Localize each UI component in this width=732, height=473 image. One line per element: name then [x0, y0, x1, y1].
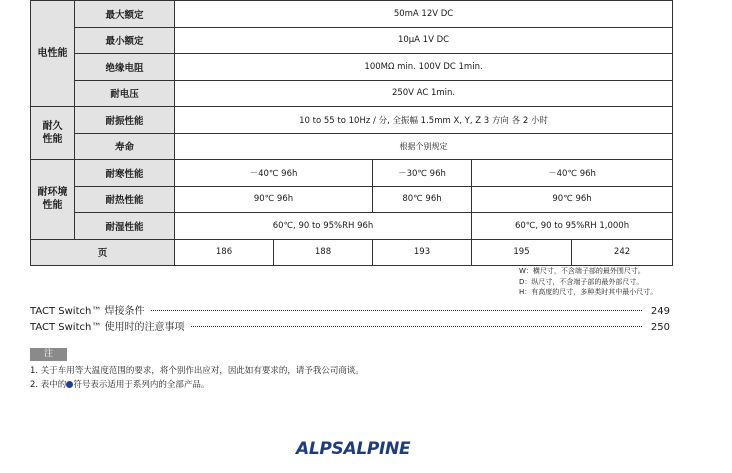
note-line-2-suffix: 符号表示适用于系列内的全部产品。: [73, 380, 210, 390]
note-line-2-prefix: 2. 表中的: [30, 380, 67, 390]
value-insulation: 100MΩ min. 100V DC 1min.: [175, 54, 673, 81]
reference-soldering[interactable]: [30, 302, 670, 317]
table-row: [31, 160, 673, 187]
category-environmental-line2: 性能: [42, 200, 63, 212]
legend-d: D：纵尺寸，不含端子部的最外部尺寸。: [519, 277, 644, 286]
category-environmental-line1: 耐环境: [37, 187, 68, 199]
item-insulation: 绝缘电阻: [75, 54, 175, 81]
item-heat: 耐热性能: [75, 186, 175, 213]
page-ref-186[interactable]: 186: [175, 239, 274, 266]
table-row: [31, 186, 673, 213]
table-row: [31, 1, 673, 28]
value-heat-3: 90℃ 96h: [472, 186, 673, 213]
legend-h: H：有高度的尺寸，多种类时其中最小尺寸。: [519, 288, 658, 296]
category-environmental: [31, 160, 75, 240]
item-max-rating: 最大额定: [75, 1, 175, 28]
page-ref-188[interactable]: 188: [274, 239, 373, 266]
table-row: [31, 239, 673, 266]
value-vibration: 10 to 55 to 10Hz / 分, 全振幅 1.5mm X, Y, Z 3 方向 各 2 小时: [175, 107, 673, 134]
leader-dots: [191, 326, 642, 327]
item-vibration: 耐振性能: [75, 107, 175, 134]
page-ref-242[interactable]: 242: [572, 239, 673, 266]
reference-label: TACT Switch™ 使用时的注意事项: [30, 322, 185, 333]
legend-w: W：横尺寸，不含端子部的最外围尺寸。: [519, 267, 645, 275]
category-electrical: 电性能: [31, 1, 75, 107]
note-tag: 注: [30, 348, 67, 361]
reference-page: 250: [650, 322, 670, 333]
dimension-legend: [519, 266, 657, 298]
value-life: 根据个别规定: [175, 133, 673, 160]
note-line-2: [30, 378, 209, 390]
category-durability-line2: 性能: [42, 134, 63, 145]
page-row-label: 页: [31, 239, 175, 266]
value-voltage-proof: 250V AC 1min.: [175, 80, 673, 107]
spec-table: [30, 0, 673, 266]
item-voltage-proof: 耐电压: [75, 80, 175, 107]
table-row: [31, 213, 673, 240]
reference-page: 249: [650, 306, 670, 317]
reference-label: TACT Switch™ 焊接条件: [30, 306, 145, 317]
value-max-rating: 50mA 12V DC: [175, 1, 673, 28]
item-humidity: 耐湿性能: [75, 213, 175, 240]
category-durability-line1: 耐久: [42, 121, 63, 132]
value-humidity-1: 60℃, 90 to 95%RH 96h: [175, 213, 472, 240]
table-row: [31, 80, 673, 107]
table-row: [31, 107, 673, 134]
item-min-rating: 最小额定: [75, 27, 175, 54]
item-cold: 耐寒性能: [75, 160, 175, 187]
alps-alpine-logo: ALPSALPINE: [296, 439, 411, 459]
item-life: 寿命: [75, 133, 175, 160]
leader-dots: [151, 310, 642, 311]
table-row: [31, 54, 673, 81]
page-ref-193[interactable]: 193: [373, 239, 472, 266]
value-min-rating: 10μA 1V DC: [175, 27, 673, 54]
table-row: [31, 27, 673, 54]
page-ref-195[interactable]: 195: [472, 239, 572, 266]
value-humidity-2: 60℃, 90 to 95%RH 1,000h: [472, 213, 673, 240]
value-cold-2: －30℃ 96h: [373, 160, 472, 187]
value-heat-1: 90℃ 96h: [175, 186, 373, 213]
table-row: [31, 133, 673, 160]
value-cold-3: －40℃ 96h: [472, 160, 673, 187]
category-durability: [31, 107, 75, 160]
value-heat-2: 80℃ 96h: [373, 186, 472, 213]
note-line-1: 1. 关于车用等大温度范围的要求，将个别作出应对，因此如有要求的，请予我公司商谈。: [30, 366, 364, 376]
reference-precautions[interactable]: [30, 318, 670, 333]
value-cold-1: －40℃ 96h: [175, 160, 373, 187]
